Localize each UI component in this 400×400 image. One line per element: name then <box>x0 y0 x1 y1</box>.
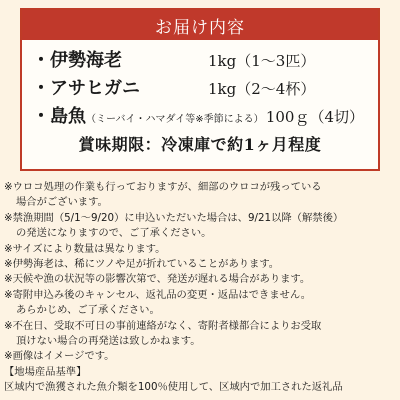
list-item <box>32 46 378 74</box>
delivery-contents-box <box>20 8 380 171</box>
note-line: 場合がございます。 <box>16 196 108 209</box>
item-name: ・伊勢海老 <box>32 50 122 71</box>
expiry-text: 賞味期限：冷凍庫で約1ヶ月程度 <box>78 135 322 154</box>
note-line: ※サイズにより数量は異なります。 <box>4 242 166 255</box>
list-item <box>32 102 378 130</box>
note-line: ※不在日、受取不可日の事前連絡がなく、寄附者様都合によりお受取 <box>4 319 322 332</box>
item-quantity: 100ｇ（4切） <box>265 108 364 126</box>
item-quantity: 1kg（1～3匹） <box>208 52 316 70</box>
note-line: あらかじめ、ご了承ください。 <box>16 304 160 317</box>
item-quantity: 1kg（2～4杯） <box>208 80 316 98</box>
notes-section <box>4 180 398 396</box>
note-line: の発送になりますので、ご了承ください。 <box>16 227 212 240</box>
note-line: ※ウロコ処理の作業も行っておりますが、細部のウロコが残っている <box>4 181 322 193</box>
item-list <box>22 40 378 130</box>
item-name: ・アサヒガニ <box>32 78 140 99</box>
local-product-standard-heading: 【地場産品基準】 <box>4 365 87 378</box>
note-line: 頂けない場合の再発送は致しかねます。 <box>16 335 201 348</box>
note-line: ※伊勢海老は、稀にツノや足が折れていることがあります。 <box>4 258 280 271</box>
note-line: ※寄附申込み後のキャンセル、返礼品の変更・返品はできません。 <box>4 288 312 301</box>
local-product-standard-text: 区域内で漁獲された魚介類を100％使用して、区域内で加工された返礼品 <box>4 381 343 394</box>
delivery-contents-header: お届け内容 <box>22 10 378 40</box>
item-note: （ミーバイ・ハマダイ等※季節による） <box>86 114 264 125</box>
note-line: ※禁漁期間（5/1～9/20）に申込いただいた場合は、9/21以降（解禁後） <box>4 211 344 224</box>
note-line: ※画像はイメージです。 <box>4 350 115 363</box>
list-item <box>32 74 378 102</box>
note-line: ※天候や漁の状況等の影響次第で、発送が遅れる場合があります。 <box>4 273 311 286</box>
item-name: ・島魚 <box>32 106 86 127</box>
